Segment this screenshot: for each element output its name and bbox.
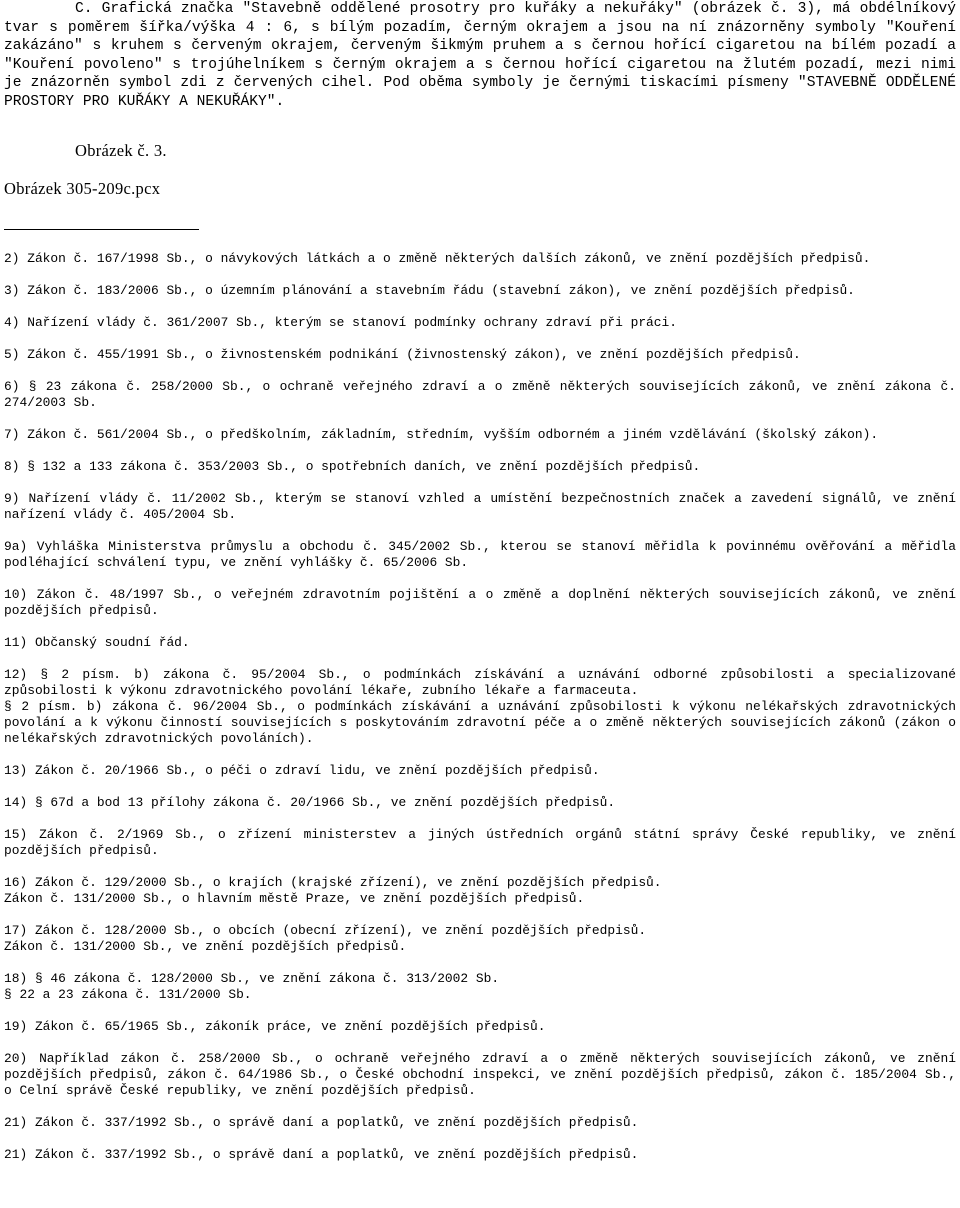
footnote-continuation: Zákon č. 131/2000 Sb., ve znění pozdějších předpisů. [4,938,407,954]
footnote [4,795,956,811]
footnote [4,587,956,619]
footnote-text: 3) Zákon č. 183/2006 Sb., o územním plánování a stavebním řádu (stavební zákon), ve znění pozdějších předpisů. [4,282,855,298]
footnote-continuation: § 2 písm. b) zákona č. 96/2004 Sb., o podmínkách získávání a uznávání způsobilosti k výkonu nelékařských zdravotnických povolání a k výkonu činností souvisejících s poskytováním zdravotní péče a o změně některých souvisejících zákonů (zákon o nelékařských zdravotnických povoláních). [4,698,956,746]
footnote-text: 13) Zákon č. 20/1966 Sb., o péči o zdraví lidu, ve znění pozdějších předpisů. [4,762,600,778]
footnote [4,1019,956,1035]
footnote [4,827,956,859]
intro-text: C. Grafická značka "Stavebně oddělené prosotry pro kuřáky a nekuřáky" (obrázek č. 3), má obdélníkový tvar s poměrem šířka/výška 4 : 6, s bílým pozadím, černým okrajem a jsou na ní znázorněny symboly "Kouření zakázáno" s kruhem s červeným okrajem, červeným šikmým pruhem a s černou hořící cigaretou na bílém pozadí a "Kouření povoleno" s trojúhelníkem s černým okrajem a s černou hořící cigaretou na žlutém pozadí, mezi nimi je znázorněn symbol zdi z červených cihel. Pod oběma symboly je černými tiskacími písmeny "STAVEBNĚ ODDĚLENÉ PROSTORY PRO KUŘÁKY A NEKUŘÁKY". [4,1,956,110]
footnote-text: 6) § 23 zákona č. 258/2000 Sb., o ochraně veřejného zdraví a o změně některých souvisejících zákonů, ve znění zákona č. 274/2003 Sb. [4,378,956,410]
footnote-text: 12) § 2 písm. b) zákona č. 95/2004 Sb., o podmínkách získávání a uznávání odborné způsobilosti a specializované způsobilosti k výkonu zdravotnického povolání lékaře, zubního lékaře a farmaceuta. [4,666,956,698]
footnote-text: 15) Zákon č. 2/1969 Sb., o zřízení ministerstev a jiných ústředních orgánů státní správy České republiky, ve znění pozdějších předpisů. [4,826,956,858]
footnote-text: 5) Zákon č. 455/1991 Sb., o živnostenském podnikání (živnostenský zákon), ve znění pozdějších předpisů. [4,346,801,362]
intro-paragraph [4,0,956,112]
document-page [4,0,956,1179]
footnote-continuation: § 22 a 23 zákona č. 131/2000 Sb. [4,986,252,1002]
footnote-text: 14) § 67d a bod 13 přílohy zákona č. 20/1966 Sb., ve znění pozdějších předpisů. [4,794,616,810]
footnote-text: 8) § 132 a 133 zákona č. 353/2003 Sb., o spotřebních daních, ve znění pozdějších předpisů. [4,458,701,474]
footnote [4,539,956,571]
footnote-text: 17) Zákon č. 128/2000 Sb., o obcích (obecní zřízení), ve znění pozdějších předpisů. [4,922,647,938]
footnote [4,251,956,267]
footnote-separator [4,229,199,230]
footnote [4,347,956,363]
figure-caption: Obrázek č. 3. [75,140,167,160]
footnote-text: 9a) Vyhláška Ministerstva průmyslu a obchodu č. 345/2002 Sb., kterou se stanoví měřidla k povinnému ověřování a měřidla podléhající schválení typu, ve znění vyhlášky č. 65/2006 Sb. [4,538,956,570]
footnote-text: 18) § 46 zákona č. 128/2000 Sb., ve znění zákona č. 313/2002 Sb. [4,970,500,986]
footnote-text: 20) Například zákon č. 258/2000 Sb., o ochraně veřejného zdraví a o změně některých souvisejících zákonů, ve znění pozdějších předpisů, zákon č. 64/1986 Sb., o České obchodní inspekci, ve znění pozdějších předpisů, zákon č. 185/2004 Sb., o Celní správě České republiky, ve znění pozdějších předpisů. [4,1050,956,1098]
footnote [4,315,956,331]
footnote-text: 2) Zákon č. 167/1998 Sb., o návykových látkách a o změně některých dalších zákonů, ve znění pozdějších předpisů. [4,250,871,266]
footnote [4,667,956,747]
footnote [4,283,956,299]
footnote-text: 10) Zákon č. 48/1997 Sb., o veřejném zdravotním pojištění a o změně a doplnění některých souvisejících zákonů, ve znění pozdějších předpisů. [4,586,956,618]
footnote-text: 9) Nařízení vlády č. 11/2002 Sb., kterým se stanoví vzhled a umístění bezpečnostních značek a zavedení signálů, ve znění nařízení vlády č. 405/2004 Sb. [4,490,956,522]
footnote-text: 21) Zákon č. 337/1992 Sb., o správě daní a poplatků, ve znění pozdějších předpisů. [4,1146,639,1162]
footnote [4,763,956,779]
footnote [4,971,956,1003]
footnote [4,379,956,411]
footnotes-list [4,251,956,1163]
footnote [4,923,956,955]
footnote [4,1147,956,1163]
footnote [4,875,956,907]
footnote-text: 16) Zákon č. 129/2000 Sb., o krajích (krajské zřízení), ve znění pozdějších předpisů. [4,874,662,890]
footnote-text: 19) Zákon č. 65/1965 Sb., zákoník práce, ve znění pozdějších předpisů. [4,1018,546,1034]
footnote-text: 7) Zákon č. 561/2004 Sb., o předškolním, základním, středním, vyšším odborném a jiném vzdělávání (školský zákon). [4,426,879,442]
footnote [4,635,956,651]
footnote [4,459,956,475]
footnote [4,1115,956,1131]
footnote [4,1051,956,1099]
figure-file-name: Obrázek 305-209c.pcx [4,178,161,198]
footnote-continuation: Zákon č. 131/2000 Sb., o hlavním městě Praze, ve znění pozdějších předpisů. [4,890,585,906]
footnote-text: 21) Zákon č. 337/1992 Sb., o správě daní a poplatků, ve znění pozdějších předpisů. [4,1114,639,1130]
footnote-text: 4) Nařízení vlády č. 361/2007 Sb., kterým se stanoví podmínky ochrany zdraví při práci. [4,314,678,330]
footnote [4,427,956,443]
footnote-text: 11) Občanský soudní řád. [4,634,190,650]
footnote [4,491,956,523]
